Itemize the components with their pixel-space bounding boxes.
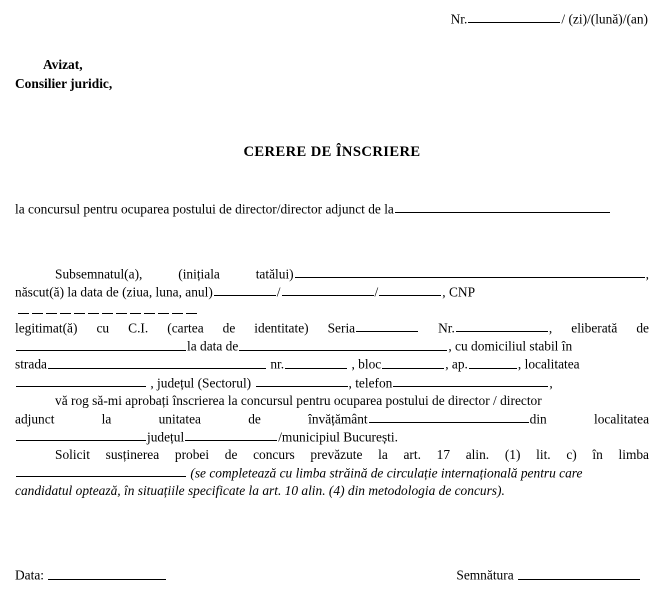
- label-county-2: județul: [147, 428, 185, 444]
- locality-blank[interactable]: [16, 374, 146, 387]
- label-issued-by: , eliberată de: [548, 320, 649, 336]
- date-separator-2: /: [374, 284, 379, 300]
- form-body: [15, 265, 649, 500]
- street-number-blank[interactable]: [285, 355, 347, 368]
- birth-month-blank[interactable]: [282, 283, 374, 296]
- label-cnp: , CNP: [442, 284, 476, 300]
- language-note-part-1: (se completează cu limba străină de circulație internațională pentru care: [190, 464, 583, 480]
- label-from: din: [529, 410, 547, 426]
- label-ci: C.I. (cartea de identitate) Seria: [128, 320, 356, 336]
- date-separator-1: /: [276, 284, 281, 300]
- paragraph-language: [15, 446, 649, 500]
- signature-field: [456, 566, 641, 582]
- comma-after-name: ,: [645, 266, 649, 282]
- paragraph-address: [15, 355, 649, 391]
- registration-number-label: Nr.: [450, 11, 468, 27]
- label-unit: unitatea: [158, 410, 201, 426]
- language-request-text: Solicit susținerea probei de concurs prevăzute la art. 17 alin. (1) lit. c) în limba: [55, 446, 649, 462]
- request-county-blank[interactable]: [185, 428, 277, 441]
- label-id-number: Nr.: [438, 320, 455, 336]
- label-legitimat: legitimat(ă) cu: [15, 320, 110, 336]
- id-number-blank[interactable]: [456, 319, 548, 332]
- signature-blank[interactable]: [518, 566, 640, 579]
- label-locality: , localitatea: [517, 356, 580, 372]
- registration-number-blank[interactable]: [468, 10, 560, 23]
- line-county-municipality: [15, 428, 649, 446]
- line-birthdate: [15, 283, 649, 319]
- label-at: la: [101, 410, 112, 426]
- position-location-blank[interactable]: [395, 200, 610, 213]
- paragraph-id-card: [15, 319, 649, 355]
- line-language-note-2: candidatul optează, în situațiile specificate la art. 10 alin. (4) din metodologia de concurs).: [15, 482, 505, 498]
- label-birthdate: născut(ă) la data de (ziua, luna, anul): [15, 284, 213, 300]
- label-apartment: , ap.: [445, 356, 468, 372]
- request-text: vă rog să-mi aprobați înscrierea la concursul pentru ocuparea postului de director / director: [55, 392, 542, 408]
- approval-line-avizat: Avizat,: [43, 57, 83, 72]
- street-blank[interactable]: [48, 355, 266, 368]
- language-blank[interactable]: [16, 464, 186, 477]
- county-blank[interactable]: [256, 374, 348, 387]
- date-field: [15, 566, 167, 582]
- line-request-intro: [15, 392, 649, 410]
- comma-after-phone: ,: [549, 374, 553, 390]
- label-of: de: [248, 410, 261, 426]
- page-title: CERERE DE ÎNSCRIERE: [243, 144, 421, 160]
- label-issue-date: la data de: [187, 338, 239, 354]
- subtitle-line: [15, 200, 649, 216]
- approval-line-legal-advisor: Consilier juridic,: [15, 76, 113, 92]
- label-phone: , telefon: [348, 374, 393, 390]
- issuer-blank[interactable]: [16, 337, 186, 350]
- date-label: Data:: [15, 567, 44, 583]
- label-domicile: , cu domiciliul stabil în: [448, 338, 573, 354]
- registration-number-line: [451, 10, 648, 26]
- label-locality-2: localitatea: [594, 410, 650, 426]
- label-education: învățământ: [308, 410, 368, 426]
- approval-block: [15, 55, 112, 94]
- label-adjunct: adjunct: [15, 410, 55, 426]
- line-language-note-1: [15, 464, 649, 482]
- label-municipality: /municipiul București.: [278, 428, 398, 444]
- line-issue-date: [15, 337, 649, 355]
- birth-year-blank[interactable]: [379, 283, 441, 296]
- line-county-phone: [15, 374, 649, 392]
- paragraph-identity: [15, 265, 649, 319]
- signature-footer: [15, 566, 649, 582]
- paragraph-request: [15, 392, 649, 446]
- line-street: [15, 355, 649, 373]
- cnp-boxes[interactable]: [18, 301, 200, 319]
- label-county: , județul (Sectorul): [150, 374, 252, 390]
- id-series-blank[interactable]: [356, 319, 418, 332]
- school-unit-blank[interactable]: [369, 410, 529, 423]
- label-street: strada: [15, 356, 47, 372]
- phone-blank[interactable]: [393, 374, 548, 387]
- registration-date-format: / (zi)/(lună)/(an): [561, 11, 648, 27]
- label-subsemnatul: Subsemnatul(a), (inițiala tatălui): [55, 266, 294, 282]
- full-name-blank[interactable]: [295, 265, 645, 278]
- line-subsemnatul: [15, 265, 649, 283]
- line-school-unit: [15, 410, 649, 428]
- date-blank[interactable]: [48, 566, 166, 579]
- subtitle-text: la concursul pentru ocuparea postului de director/director adjunct de la: [15, 201, 394, 217]
- label-block: , bloc: [351, 356, 382, 372]
- birth-day-blank[interactable]: [214, 283, 276, 296]
- block-blank[interactable]: [382, 355, 444, 368]
- line-language-request: [15, 446, 649, 464]
- issue-date-blank[interactable]: [239, 337, 447, 350]
- signature-label: Semnătura: [456, 567, 514, 583]
- apartment-blank[interactable]: [469, 355, 517, 368]
- request-locality-blank[interactable]: [16, 428, 146, 441]
- label-street-number: nr.: [270, 356, 285, 372]
- line-id-card: [15, 319, 649, 337]
